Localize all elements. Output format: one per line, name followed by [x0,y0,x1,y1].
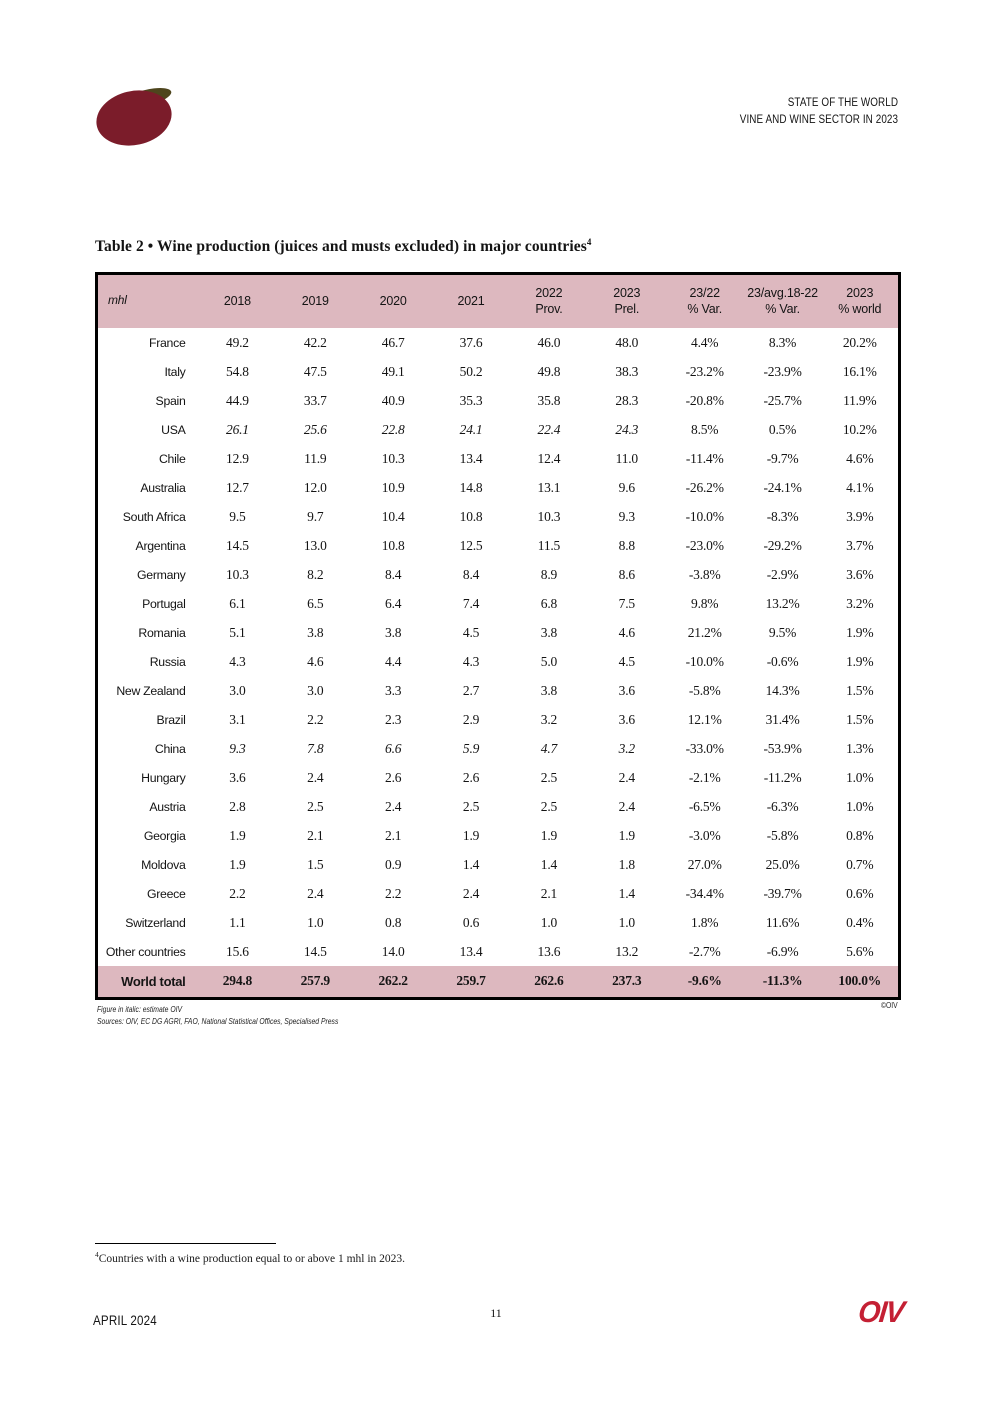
row-value: 8.3% [768,334,797,350]
table-row [97,821,900,850]
row-value: 22.4 [537,421,561,437]
row-value: 8.2 [307,566,324,582]
column-header: 2018 [199,274,277,329]
row-value: -10.0% [685,508,724,524]
row-value: 25.0% [765,856,800,872]
column-header: 23/avg.18-22 % Var. [744,274,822,329]
wine-production-table-wrap [95,272,901,1000]
row-value: -6.9% [766,943,799,959]
row-value: 24.3 [615,421,639,437]
row-value: -25.7% [763,392,802,408]
row-value: 40.9 [381,392,405,408]
row-value: 2.4 [618,769,635,785]
row-value: 3.6 [618,711,635,727]
row-value: 9.7 [307,508,324,524]
row-value: 6.6 [385,740,402,756]
table-note-sources: Sources: OIV, EC DG AGRI, FAO, National Statistical Offices, Specialised Press [97,1016,339,1026]
row-value: 1.4 [462,856,480,872]
row-value: 6.4 [385,595,402,611]
row-value: -23.9% [763,363,802,379]
row-value: 2.5 [462,798,480,814]
table-note-italic: Figure in italic: estimate OIV [97,1005,183,1014]
row-value: 4.1% [846,479,874,495]
row-value: 4.5 [462,624,480,640]
row-value: 20.2% [842,334,877,350]
row-value: 3.7% [846,537,874,553]
row-value: 3.2 [618,740,635,756]
row-country: Austria [149,799,186,814]
row-country: Germany [137,567,186,582]
row-country: China [154,741,186,756]
row-value: -9.7% [766,450,799,466]
row-value: 3.2% [846,595,874,611]
row-value: 2.6 [462,769,480,785]
row-value: 1.9 [229,827,246,843]
report-title-line2: VINE AND WINE SECTOR IN 2023 [739,113,898,126]
row-value: -3.0% [688,827,721,843]
table-row [97,357,900,386]
row-value: 8.6 [618,566,635,582]
row-value: -20.8% [685,392,724,408]
row-value: 2.4 [385,798,402,814]
row-value: 33.7 [303,392,327,408]
row-value: 8.5% [691,421,719,437]
row-value: 12.1% [687,711,722,727]
row-value: 9.5 [229,508,246,524]
row-value: 2.8 [229,798,246,814]
row-value: 1.8 [618,856,635,872]
row-value: 24.1 [459,421,483,437]
row-value: 37.6 [459,334,483,350]
world-total-value: 100.0% [838,973,882,989]
row-value: 6.1 [229,595,246,611]
row-country: Chile [158,451,186,466]
row-value: 1.9 [618,827,635,843]
row-value: 2.4 [307,885,324,901]
table-title [95,237,592,256]
row-value: 16.1% [842,363,877,379]
row-value: 0.9 [385,856,402,872]
row-value: 8.8 [618,537,635,553]
row-value: 42.2 [303,334,327,350]
row-value: 7.4 [462,595,480,611]
table-header-row [97,274,900,329]
row-value: 3.0 [229,682,246,698]
row-country: Russia [149,654,186,669]
table-row [97,560,900,589]
table-title-footnote-marker: 4 [586,237,592,247]
world-total-value: -11.3% [762,973,803,989]
world-total-value: 259.7 [456,973,486,989]
row-value: 13.1 [537,479,561,495]
row-value: 50.2 [459,363,483,379]
row-value: 2.4 [618,798,635,814]
row-value: -23.0% [685,537,724,553]
row-value: 13.4 [459,943,483,959]
row-value: -2.9% [766,566,799,582]
world-total-value: 262.6 [534,973,564,989]
row-value: 1.3% [846,740,874,756]
row-value: 44.9 [226,392,249,408]
table-row [97,502,900,531]
row-value: 46.7 [381,334,405,350]
row-value: 9.8% [691,595,719,611]
row-value: 3.6 [229,769,246,785]
row-value: 54.8 [226,363,249,379]
row-value: 3.6% [846,566,874,582]
column-header: 2021 [432,274,510,329]
row-value: -0.6% [766,653,799,669]
row-value: 4.4 [385,653,402,669]
row-value: 2.7 [462,682,480,698]
row-value: -23.2% [685,363,724,379]
row-value: 12.9 [226,450,249,466]
row-value: -24.1% [763,479,802,495]
row-value: 13.2 [615,943,639,959]
row-value: 0.6 [462,914,480,930]
table-row [97,792,900,821]
row-value: 9.3 [618,508,635,524]
row-value: 2.5 [307,798,324,814]
row-value: 14.5 [303,943,327,959]
row-value: 10.3 [226,566,249,582]
row-country: Argentina [135,538,186,553]
row-value: -11.4% [685,450,724,466]
row-value: 14.0 [381,943,405,959]
row-value: 13.2% [765,595,800,611]
row-value: 8.9 [540,566,558,582]
row-value: -34.4% [685,885,724,901]
row-value: 46.0 [537,334,561,350]
footnote-text: Countries with a wine production equal to or above 1 mhl in 2023. [98,1252,406,1265]
row-value: 1.0 [618,914,635,930]
row-value: 25.6 [303,421,327,437]
row-value: -39.7% [763,885,802,901]
row-country: Moldova [141,857,186,872]
row-country: France [149,335,186,350]
row-value: 10.8 [459,508,483,524]
row-country: Spain [155,393,186,408]
row-value: 1.5 [307,856,324,872]
table-row [97,589,900,618]
table-row [97,937,900,966]
row-value: 26.1 [226,421,249,437]
row-country: Hungary [141,770,186,785]
column-header: 2020 [354,274,432,329]
row-value: 1.9 [540,827,558,843]
table-copyright: ©OIV [881,1001,898,1010]
row-value: 1.9 [462,827,480,843]
row-country: Portugal [142,596,186,611]
row-value: 10.9 [381,479,405,495]
row-value: 13.6 [537,943,561,959]
row-value: -2.1% [688,769,721,785]
row-value: 2.6 [385,769,402,785]
table-row [97,473,900,502]
row-value: 35.3 [459,392,483,408]
row-value: -33.0% [685,740,724,756]
row-country: New Zealand [116,683,186,698]
row-value: 9.3 [229,740,246,756]
row-value: 1.4 [618,885,635,901]
row-value: 2.2 [307,711,324,727]
table-row [97,328,900,357]
row-value: 7.5 [618,595,635,611]
table-header [97,274,900,329]
column-header: 2022 Prov. [510,274,588,329]
row-value: 47.5 [303,363,327,379]
row-value: -6.5% [688,798,721,814]
world-total-value: 294.8 [222,973,253,989]
row-value: 2.4 [462,885,480,901]
row-value: 5.6% [846,943,874,959]
column-header: 23/22 % Var. [666,274,744,329]
row-value: 1.4 [540,856,558,872]
row-country: Switzerland [125,915,186,930]
row-value: 38.3 [615,363,639,379]
world-total-value: 262.2 [378,973,408,989]
row-value: 11.0 [615,450,638,466]
table-row [97,763,900,792]
row-country: Italy [164,364,186,379]
table-row [97,444,900,473]
row-value: 0.7% [846,856,874,872]
row-value: 11.9% [843,392,877,408]
row-value: 2.4 [307,769,324,785]
row-value: 1.9% [846,653,874,669]
row-value: 0.5% [768,421,797,437]
row-value: -29.2% [763,537,802,553]
row-value: 2.1 [540,885,558,901]
row-value: 49.8 [537,363,561,379]
row-value: 2.5 [540,798,558,814]
row-value: 0.8% [846,827,874,843]
row-value: -5.8% [766,827,799,843]
row-value: 3.8 [540,624,558,640]
row-value: 1.8% [691,914,719,930]
row-value: 11.5 [537,537,561,553]
column-header: 2023 % world [822,274,900,329]
row-value: 8.4 [462,566,480,582]
row-value: 12.5 [459,537,483,553]
row-value: 35.8 [537,392,561,408]
footer-date: APRIL 2024 [93,1313,157,1328]
row-value: 3.1 [229,711,246,727]
row-value: 21.2% [687,624,722,640]
table-body [97,328,900,998]
row-value: 6.5 [307,595,324,611]
row-value: 2.2 [229,885,246,901]
row-value: 0.8 [385,914,402,930]
row-value: 3.3 [385,682,402,698]
row-value: 11.6% [765,914,800,930]
page-footnote [95,1250,405,1265]
unit-label: mhl [97,274,199,329]
row-country: Australia [140,480,186,495]
table-row [97,676,900,705]
world-total-row [97,966,900,998]
table-row [97,908,900,937]
table-row [97,850,900,879]
row-value: 10.4 [381,508,405,524]
row-value: 14.3% [765,682,800,698]
row-value: 4.4% [691,334,719,350]
row-value: 1.5% [846,682,874,698]
table-row [97,647,900,676]
column-header: 2019 [276,274,354,329]
row-value: 3.0 [307,682,324,698]
row-value: 2.3 [385,711,402,727]
row-value: 28.3 [615,392,639,408]
row-value: 4.6 [307,653,324,669]
world-total-label: World total [121,973,186,989]
row-value: 1.9 [229,856,246,872]
row-value: 5.0 [540,653,558,669]
row-value: -26.2% [685,479,724,495]
page-number: 11 [490,1306,502,1320]
row-value: 9.5% [768,624,797,640]
row-value: 8.4 [385,566,402,582]
row-value: 48.0 [615,334,639,350]
report-title-line1: STATE OF THE WORLD [787,97,898,109]
row-value: 5.1 [229,624,246,640]
row-value: 4.3 [229,653,246,669]
row-value: 4.3 [462,653,480,669]
row-country: Greece [146,886,186,901]
table-row [97,618,900,647]
table-row [97,879,900,908]
row-value: 3.8 [385,624,402,640]
row-value: 49.2 [226,334,249,350]
table-row [97,386,900,415]
row-value: 3.2 [540,711,558,727]
row-value: 0.4% [846,914,874,930]
row-value: 22.8 [381,421,405,437]
row-value: 1.0 [540,914,558,930]
row-value: 14.8 [459,479,483,495]
table-row [97,705,900,734]
table-notes [97,1004,338,1027]
world-total-value: 237.3 [612,973,642,989]
table-title-text: Table 2 • Wine production (juices and musts excluded) in major countries [95,238,587,256]
row-value: 3.6 [618,682,635,698]
row-value: 7.8 [307,740,324,756]
footnote-marker: 4 [95,1250,99,1259]
row-value: 9.6 [618,479,635,495]
table-row [97,734,900,763]
row-value: 10.2% [842,421,877,437]
row-value: -3.8% [688,566,721,582]
world-total-value: -9.6% [687,973,722,989]
row-value: 6.8 [540,595,558,611]
row-country: Brazil [156,712,186,727]
wine-production-table [95,272,901,1000]
report-title [740,95,898,128]
table-row [97,531,900,560]
row-value: 10.3 [537,508,561,524]
row-value: 2.2 [385,885,402,901]
row-value: 12.4 [537,450,561,466]
row-value: 2.1 [385,827,402,843]
row-value: -10.0% [685,653,724,669]
row-value: 4.6% [846,450,874,466]
row-value: 5.9 [462,740,480,756]
row-value: -2.7% [688,943,721,959]
row-value: 1.0% [846,769,874,785]
row-value: -6.3% [766,798,799,814]
row-country: Romania [138,625,186,640]
world-total-value: 257.9 [300,973,330,989]
row-country: Georgia [143,828,186,843]
row-value: 27.0% [687,856,722,872]
row-value: 2.1 [307,827,324,843]
row-value: 4.6 [618,624,635,640]
row-value: 1.0% [846,798,874,814]
row-value: 14.5 [226,537,249,553]
row-value: 3.8 [307,624,324,640]
row-value: 11.9 [304,450,327,466]
oiv-wordmark-logo: OIV [856,1296,905,1329]
row-value: 49.1 [381,363,405,379]
row-value: 1.0 [307,914,324,930]
table-row [97,415,900,444]
row-value: 2.9 [462,711,480,727]
column-header: 2023 Prel. [588,274,666,329]
row-value: -8.3% [766,508,799,524]
row-value: 3.9% [846,508,874,524]
row-country: USA [161,422,186,437]
row-value: 15.6 [226,943,249,959]
row-value: 2.5 [540,769,558,785]
row-value: 4.7 [540,740,558,756]
row-value: 10.3 [381,450,405,466]
row-value: 12.0 [303,479,327,495]
row-value: 12.7 [226,479,249,495]
footnote-divider [95,1243,276,1244]
row-value: 4.5 [618,653,635,669]
row-value: 10.8 [381,537,405,553]
row-value: -53.9% [763,740,802,756]
row-value: 1.9% [846,624,874,640]
row-value: 1.5% [846,711,874,727]
row-value: -11.2% [763,769,802,785]
row-country: Other countries [105,944,186,959]
oiv-grape-logo-icon [94,86,184,154]
row-value: 3.8 [540,682,558,698]
row-country: South Africa [122,509,186,524]
row-value: 13.4 [459,450,483,466]
row-value: 0.6% [846,885,874,901]
row-value: 31.4% [765,711,800,727]
row-value: 13.0 [303,537,327,553]
row-value: 1.1 [229,914,246,930]
row-value: -5.8% [688,682,721,698]
